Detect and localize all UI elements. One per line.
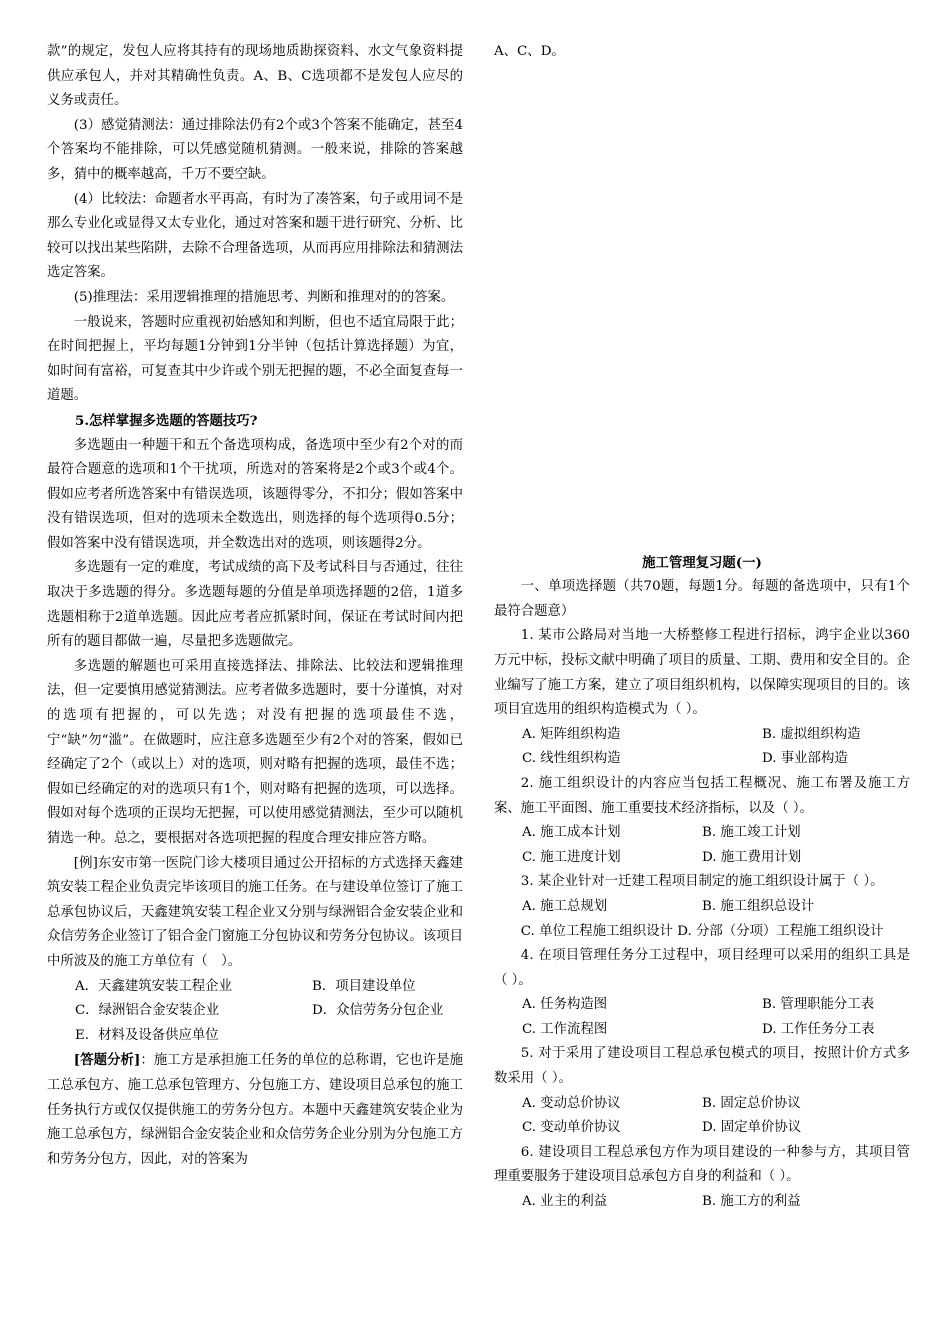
question-6-options-row-1	[494, 1190, 910, 1215]
q5-option-a: A. 变动总价协议	[522, 1095, 621, 1111]
paragraph-time-advice: 一般说来，答题时应重视初始感知和判断，但也不适宜局限于此；在时间把握上，平均每题1分钟到1分半钟（包括计算选择题）为宜，如时间有富裕，可复查其中少许或个别无把握的题，不必全面复查每一道题。	[47, 314, 463, 404]
paragraph-compare-method: (4）比较法：命题者水平再高，有时为了凑答案，句子或用词不是那么专业化或显得又太专业化，通过对答案和题干进行研究、分析、比较可以找出某些陷阱，去除不合理备选项，从而再应用排除法和猜测法选定答案。	[47, 191, 463, 281]
section-heading-multiple-choice: 5.怎样掌握多选题的答题技巧?	[75, 412, 258, 429]
question-3: 3. 某企业针对一迁建工程项目制定的施工组织设计属于（ ）。	[520, 874, 884, 890]
right-column	[494, 40, 910, 1215]
answer-analysis-label: [答题分析]	[73, 1052, 141, 1069]
q4-option-b: B. 管理职能分工表	[762, 997, 875, 1013]
question-2: 2. 施工组织设计的内容应当包括工程概况、施工布署及施工方案、施工平面图、施工重要技术经济指标，以及（ ）。	[494, 775, 910, 816]
example-option-b: B．项目建设单位	[312, 978, 416, 994]
q3-option-a: A. 施工总规划	[522, 898, 608, 914]
example-option-a: A．天鑫建筑安装工程企业	[75, 978, 232, 994]
paragraph-continuation: 款”的规定，发包人应将其持有的现场地质勘探资料、水文气象资料提供应承包人，并对其精确性负责。A、B、C选项都不是发包人应尽的义务或责任。	[47, 44, 463, 109]
q4-option-c: C. 工作流程图	[522, 1021, 608, 1037]
section-intro: 一、单项选择题（共70题，每题1分。每题的备选项中，只有1个最符合题意）	[494, 579, 910, 619]
q1-option-d: D. 事业部构造	[762, 751, 848, 767]
q5-option-c: C. 变动单价协议	[522, 1120, 621, 1136]
q5-option-b: B. 固定总价协议	[702, 1095, 801, 1111]
left-column	[47, 40, 463, 1172]
q1-option-b: B. 虚拟组织构造	[762, 726, 861, 742]
paragraph-multiple-choice-method: 多选题的解题也可采用直接选择法、排除法、比较法和逻辑推理法，但一定要慎用感觉猜测法。应考者做多选题时，要十分谨慎，对对的选项有把握的，可以先选；对没有把握的选项最佳不选，宁“缺”勿“滥”。在做题时，应注意多选题至少有2个对的答案，假如已经确定了2个（或以上）对的选项，则对略有把握的选项，最佳不选；假如已经确定的对的选项只有1个，则对略有把握的选项，可以选择。假如对每个选项的正误均无把握，可以使用感觉猜测法，至少可以随机猜选一种。总之，要根据对各选项把握的程度合理安排应答方略。	[47, 658, 463, 846]
paragraph-guess-method: (3）感觉猜测法：通过排除法仍有2个或3个答案不能确定，甚至4个答案均不能排除，可以凭感觉随机猜测。一般来说，排除的答案越多，猜中的概率越高，千万不要空缺。	[47, 117, 463, 182]
blank-space	[494, 65, 910, 551]
q2-option-d: D. 施工费用计划	[702, 849, 802, 865]
q6-option-b: B. 施工方的利益	[702, 1194, 801, 1210]
question-1-options-row-1	[494, 723, 910, 748]
example-option-e: E．材料及设备供应单位	[75, 1027, 219, 1043]
paragraph-multiple-choice-difficulty: 多选题有一定的难度，考试成绩的高下及考试科目与否通过，往往取决于多选题的得分。多选题每题的分值是单项选择题的2倍，1道多选题相称于2道单选题。因此应考者应抓紧时间，保证在考试时间内把所有的题目都做一遍，尽量把多选题做完。	[47, 560, 463, 650]
q3-option-c-d: C. 单位工程施工组织设计 D. 分部（分项）工程施工组织设计	[520, 923, 884, 939]
q1-option-c: C. 线性组织构造	[522, 751, 621, 767]
q2-option-a: A. 施工成本计划	[522, 825, 621, 841]
paragraph-answer-analysis	[47, 1048, 463, 1172]
q4-option-d: D. 工作任务分工表	[762, 1021, 875, 1037]
question-4-options-row-1	[494, 993, 910, 1018]
question-1: 1. 某市公路局对当地一大桥整修工程进行招标，鸿宇企业以360万元中标，投标文献中明确了项目的质量、工期、费用和安全目的。企业编写了施工方案，建立了项目组织机构，以保障实现项目的目的。该项目宜选用的组织构造模式为（ ）。	[494, 628, 910, 718]
paragraph-multiple-choice-rules: 多选题由一种题干和五个备选项构成，备选项中至少有2个对的而最符合题意的选项和1个干扰项，所选对的答案将是2个或3个或4个。假如应考者所选答案中有错误选项，该题得零分，不扣分；假如答案中没有错误选项，但对的选项未全数选出，则选择的每个选项得0.5分；假如答案中没有错误选项，并全数选出对的选项，则该题得2分。	[47, 437, 463, 551]
question-5-options-row-1	[494, 1092, 910, 1117]
paragraph-example: [例]东安市第一医院门诊大楼项目通过公开招标的方式选择天鑫建筑安装工程企业负责完毕该项目的施工任务。在与建设单位签订了施工总承包协议后，天鑫建筑安装工程企业又分别与绿洲铝合金安装企业和众信劳务企业签订了铝合金门窗施工分包协议和劳务分包协议。该项目中所波及的施工方单位有（ ）。	[47, 855, 463, 969]
question-1-options-row-2	[494, 747, 910, 772]
paragraph-reasoning-method: (5)推理法：采用逻辑推理的措施思考、判断和推理对的的答案。	[73, 289, 455, 305]
question-4: 4. 在项目管理任务分工过程中，项目经理可以采用的组织工具是（ ）。	[494, 948, 910, 988]
example-option-d: D．众信劳务分包企业	[312, 1003, 444, 1019]
q2-option-b: B. 施工竣工计划	[702, 825, 801, 841]
question-2-options-row-1	[494, 821, 910, 846]
question-4-options-row-2	[494, 1018, 910, 1043]
answer-analysis-text: ：施工方是承担施工任务的单位的总称谓，它也许是施工总承包方、施工总承包管理方、分包施工方、建设项目总承包的施工任务执行方或仅仅提供施工的劳务分包方。本题中天鑫建筑安装企业为施工总承包方，绿洲铝合金安装企业和众信劳务企业分别为分包施工方和劳务分包方，因此，对的答案为	[47, 1053, 464, 1167]
exercise-title: 施工管理复习题(一)	[642, 554, 762, 571]
q1-option-a: A. 矩阵组织构造	[522, 726, 621, 742]
q5-option-d: D. 固定单价协议	[702, 1120, 802, 1136]
answer-continuation: A、C、D。	[494, 44, 565, 59]
question-3-options-row-1	[494, 895, 910, 920]
question-6: 6. 建设项目工程总承包方作为项目建设的一种参与方，其项目管理重要服务于建设项目总承包方自身的利益和（ ）。	[494, 1144, 910, 1185]
question-5: 5. 对于采用了建设项目工程总承包模式的项目，按照计价方式多数采用（ ）。	[494, 1046, 910, 1087]
q6-option-a: A. 业主的利益	[522, 1194, 608, 1210]
question-2-options-row-2	[494, 846, 910, 871]
q2-option-c: C. 施工进度计划	[522, 849, 621, 865]
example-options-row-2	[47, 999, 463, 1024]
example-option-c: C．绿洲铝合金安装企业	[75, 1003, 220, 1019]
question-5-options-row-2	[494, 1116, 910, 1141]
q3-option-b: B. 施工组织总设计	[702, 898, 815, 914]
q4-option-a: A. 任务构造图	[522, 997, 608, 1013]
example-options-row-1	[47, 975, 463, 1000]
